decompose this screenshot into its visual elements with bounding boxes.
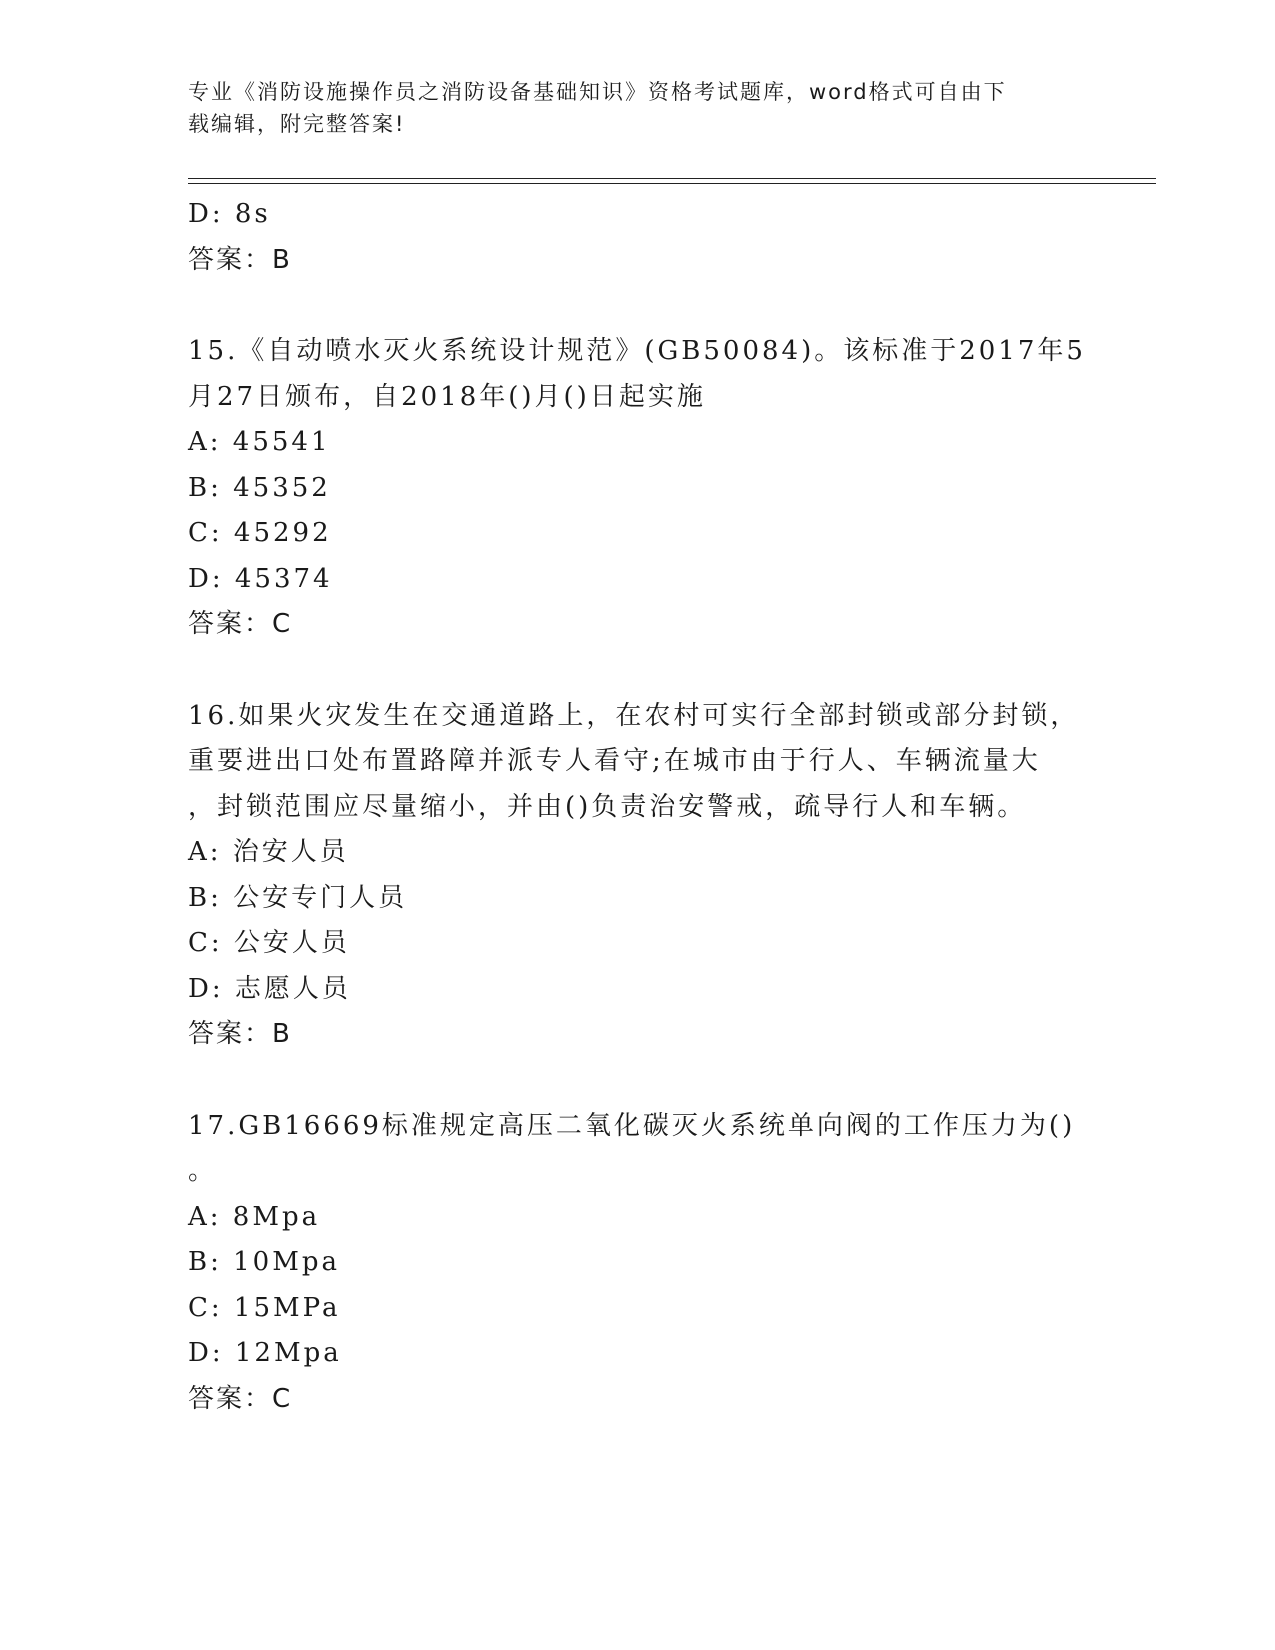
spacer (188, 283, 1088, 329)
question-text-line: 。 (188, 1156, 215, 1186)
question-block-15 (188, 329, 1088, 648)
question-text-line: 15.《自动喷水灭火系统设计规范》(GB50084)。该标准于2017年5 (188, 336, 1086, 366)
header-divider-top (188, 178, 1156, 179)
answer-line: 答案：B (188, 244, 292, 275)
question-text-line: 17.GB16669标准规定高压二氧化碳灭火系统单向阀的工作压力为() (188, 1110, 1076, 1141)
question-list (188, 192, 1088, 1422)
answer-line: 答案：C (188, 1383, 293, 1414)
option-a: A: 45541 (188, 427, 331, 457)
answer-line: 答案：B (188, 1019, 292, 1049)
question-text-line: ，封锁范围应尽量缩小，并由()负责治安警戒，疏导行人和车辆。 (188, 791, 1027, 822)
header-divider-bottom (188, 183, 1156, 184)
option-d: D: 45374 (188, 563, 333, 594)
option-a: A: 治安人员 (188, 837, 349, 867)
question-block-17 (188, 1104, 1088, 1423)
header-line-2: 载编辑，附完整答案! (188, 112, 406, 136)
option-d: D: 12Mpa (188, 1338, 342, 1368)
option-a: A: 8Mpa (188, 1201, 321, 1232)
header-line-1: 专业《消防设施操作员之消防设备基础知识》资格考试题库，word格式可自由下 (188, 80, 1007, 104)
option-b: B: 公安专门人员 (188, 882, 408, 913)
question-text-line: 16.如果火灾发生在交通道路上，在农村可实行全部封锁或部分封锁， (188, 700, 1080, 731)
spacer (188, 648, 1088, 694)
option-c: C: 45292 (188, 518, 332, 548)
option-b: B: 10Mpa (188, 1247, 340, 1277)
option-c: C: 15MPa (188, 1292, 341, 1323)
question-block-14 (188, 192, 1088, 283)
option-d: D: 8s (188, 199, 271, 229)
option-b: B: 45352 (188, 472, 331, 503)
question-block-16 (188, 694, 1088, 1058)
question-text-line: 重要进出口处布置路障并派专人看守;在城市由于行人、车辆流量大 (188, 746, 1041, 776)
answer-line: 答案：C (188, 609, 293, 639)
option-d: D: 志愿人员 (188, 973, 351, 1004)
question-text-line: 月27日颁布，自2018年()月()日起实施 (188, 381, 706, 412)
spacer (188, 1058, 1088, 1104)
page-header (188, 76, 1068, 140)
option-c: C: 公安人员 (188, 928, 350, 958)
